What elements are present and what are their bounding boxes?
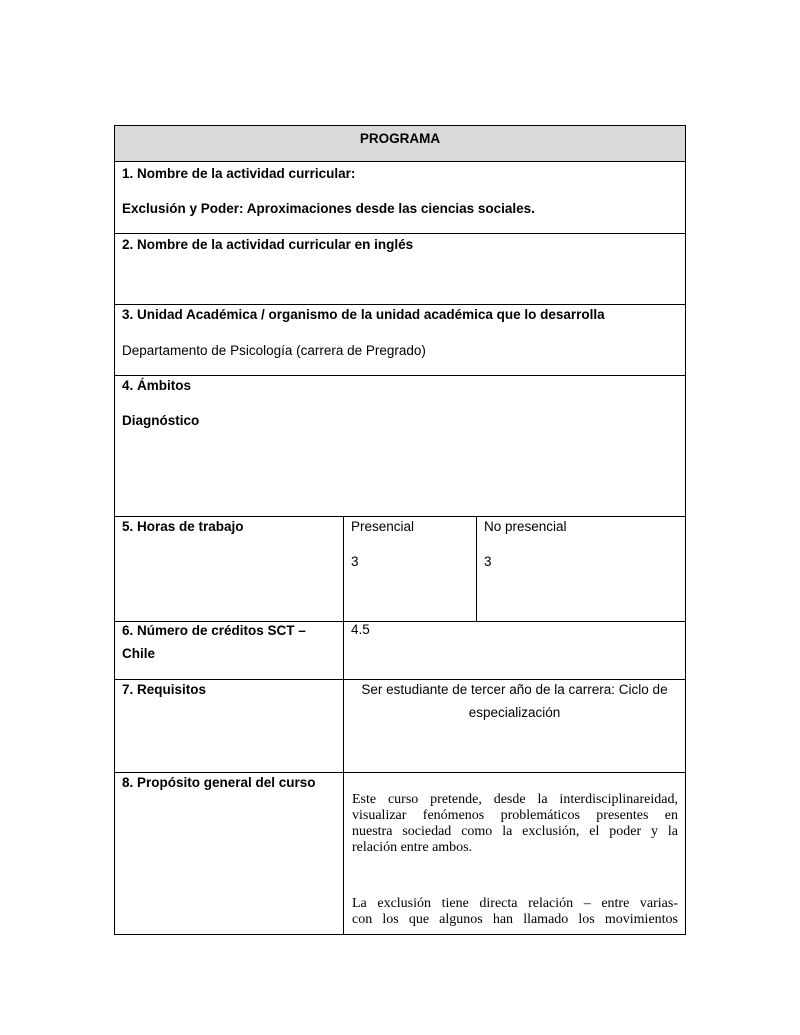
work-hours-label: 5. Horas de trabajo — [122, 519, 244, 534]
row-academic-unit — [115, 305, 685, 376]
row-credits — [115, 622, 685, 680]
purpose-label-cell — [115, 773, 344, 934]
no-presencial-label: No presencial — [484, 519, 567, 534]
presencial-cell — [344, 517, 477, 621]
credits-value-cell — [344, 622, 685, 679]
row-requirements — [115, 680, 685, 773]
purpose-para1-line1: Este curso pretende, desde la interdisciplinareidad, — [352, 792, 678, 807]
purpose-value-cell — [344, 773, 685, 934]
requirements-value-line1: Ser estudiante de tercer año de la carrera: Ciclo de — [361, 682, 668, 697]
work-hours-label-cell — [115, 517, 344, 621]
no-presencial-value: 3 — [484, 554, 492, 569]
purpose-para1-line2: visualizar fenómenos problemáticos presentes en — [352, 808, 678, 823]
page-title: PROGRAMA — [359, 131, 441, 146]
header-row — [115, 126, 685, 162]
no-presencial-cell — [477, 517, 685, 621]
credits-label-cell — [115, 622, 344, 679]
credits-value: 4.5 — [351, 622, 370, 637]
scopes-label: 4. Ámbitos — [122, 378, 192, 393]
credits-label-line2: Chile — [122, 646, 156, 661]
purpose-para1-line3: nuestra sociedad como la exclusión, el poder y la — [352, 824, 678, 839]
academic-unit-value: Departamento de Psicología (carrera de Pregrado) — [122, 343, 426, 358]
course-name-english-label: 2. Nombre de la actividad curricular en inglés — [122, 237, 414, 252]
requirements-value-cell — [344, 680, 685, 772]
requirements-label: 7. Requisitos — [122, 682, 207, 697]
purpose-para2-line2: con los que algunos han llamado los movimientos — [352, 912, 678, 927]
row-purpose — [115, 773, 685, 934]
academic-unit-label: 3. Unidad Académica / organismo de la unidad académica que lo desarrolla — [122, 307, 605, 322]
credits-label-line1: 6. Número de créditos SCT – — [122, 623, 306, 638]
row-course-name — [115, 162, 685, 234]
row-work-hours — [115, 517, 685, 622]
purpose-para2-line1: La exclusión tiene directa relación – entre varias- — [352, 896, 678, 911]
purpose-label: 8. Propósito general del curso — [122, 775, 316, 790]
requirements-label-cell — [115, 680, 344, 772]
row-course-name-english — [115, 234, 685, 305]
course-name-label: 1. Nombre de la actividad curricular: — [122, 166, 356, 181]
scopes-value: Diagnóstico — [122, 413, 200, 428]
purpose-para1-line4: relación entre ambos. — [352, 840, 473, 855]
row-scopes — [115, 376, 685, 517]
program-table — [114, 125, 686, 935]
presencial-value: 3 — [351, 554, 359, 569]
presencial-label: Presencial — [351, 519, 415, 534]
requirements-value-line2: especialización — [468, 705, 561, 720]
course-name-value: Exclusión y Poder: Aproximaciones desde las ciencias sociales. — [122, 201, 535, 216]
